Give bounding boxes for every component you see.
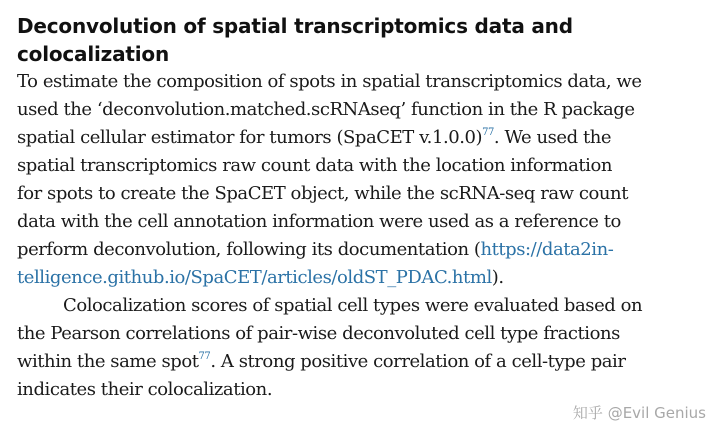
watermark-text: 知乎 @Evil Genius <box>572 404 706 422</box>
text-segment: . A strong positive correlation of a cell-type pair <box>210 351 626 372</box>
paragraph-deconvolution <box>17 68 709 292</box>
documentation-link-part-2[interactable]: telligence.github.io/SpaCET/articles/oldST_PDAC.html <box>17 267 492 288</box>
text-line: for spots to create the SpaCET object, while the scRNA-seq raw count <box>17 183 628 204</box>
text-line: spatial transcriptomics raw count data with the location information <box>17 155 612 176</box>
citation-ref-77[interactable]: 77 <box>198 351 211 362</box>
text-line: indicates their colocalization. <box>17 379 273 400</box>
heading-line-1: Deconvolution of spatial transcriptomics data and <box>17 14 573 38</box>
documentation-link-part-1[interactable]: https://data2in- <box>480 239 614 260</box>
text-line <box>17 264 709 292</box>
text-segment: within the same spot <box>17 351 199 372</box>
text-line: Colocalization scores of spatial cell types were evaluated based on <box>63 295 643 316</box>
document-body <box>17 12 709 404</box>
text-segment: . We used the <box>493 127 612 148</box>
paragraph-colocalization <box>17 292 709 404</box>
text-line: data with the cell annotation information were used as a reference to <box>17 211 621 232</box>
heading-line-2: colocalization <box>17 42 169 66</box>
citation-ref-77[interactable]: 77 <box>482 127 494 138</box>
text-segment: spatial cellular estimator for tumors (SpaCET v.1.0.0) <box>17 127 483 148</box>
text-line: To estimate the composition of spots in spatial transcriptomics data, we <box>17 71 642 92</box>
text-segment: ). <box>491 267 504 288</box>
section-heading <box>17 12 709 68</box>
text-line <box>17 124 709 152</box>
text-line <box>17 348 709 376</box>
text-line: used the ‘deconvolution.matched.scRNAseq’ function in the R package <box>17 99 635 120</box>
text-line: the Pearson correlations of pair-wise deconvoluted cell type fractions <box>17 323 620 344</box>
text-line <box>17 236 709 264</box>
text-segment: perform deconvolution, following its documentation ( <box>17 239 481 260</box>
watermark <box>573 402 706 423</box>
